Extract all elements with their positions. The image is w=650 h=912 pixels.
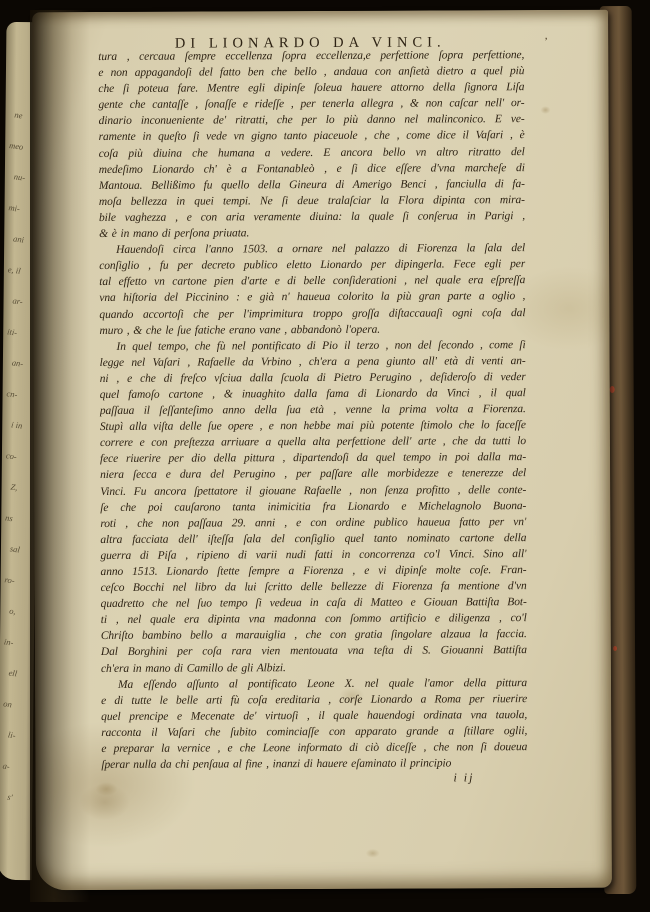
text-line: ni , e che di freſco vſciua dalla ſcuola di Pietro Perugino , deſideroſo di veder xyxy=(99,370,526,385)
text-line: racconta il Vaſari che ſubito cominciaſſe con apparato grande a ſtillare oglii, xyxy=(101,725,528,739)
text-line: paſſaua il ſeſſanteſimo anno della ſua età , venne la prima volta a Fiorenza. xyxy=(99,403,526,418)
facing-page-text-fragment: o, xyxy=(8,605,17,617)
text-line: Hauendoſi circa l'anno 1503. a ornare nel palazzo di Fiorenza la ſala del xyxy=(116,242,526,257)
facing-page-text-fragment: a- xyxy=(2,760,11,772)
facing-page-text-fragment: mi- xyxy=(7,202,21,214)
text-line: medeſimo Lionardo ch' è a Fontanableò , e ſi dice eſſere d'vna marcheſe di xyxy=(98,161,525,176)
text-line: ſperar nulla da chi penſaua al fine , inanzi di hauere eſaminato il principio xyxy=(101,757,452,772)
facing-page-text-fragment: sal xyxy=(9,543,21,555)
facing-page-text-fragment: cn- xyxy=(5,388,19,400)
text-line: In quel tempo, che fù nel pontificato di Pio il terzo , non del ſecondo , come ſi xyxy=(116,338,526,353)
facing-page-text-fragment: ne xyxy=(13,109,24,121)
text-line: altra facciata dell' iſteſſa ſala del conſiglio quel tanto nominato cartone della xyxy=(100,531,527,546)
facing-page-text-fragment: co- xyxy=(5,450,18,462)
text-line: muro , & che le ſue fatiche erano vane , abbandonò l'opera. xyxy=(99,323,381,337)
text-line: bile vaghezza , e con aria veramente diuina: la quale ſi conſerua in Parigi , xyxy=(98,210,526,224)
red-speck xyxy=(613,646,617,651)
text-line: tal effetto vn cartone pien d'arte e di belle conſiderationi , nel quale era eſpreſſa xyxy=(99,274,526,289)
facing-page-text-fragment: i in xyxy=(10,419,23,431)
text-line: Ma eſſendo aſſunto al pontificato Leone X. nel quale l'amor della pittura xyxy=(117,676,528,691)
text-line: che ſi poteua fare. Mentre egli dipinſe ſoleua hauere attorno della ſignora Liſa xyxy=(98,81,525,96)
facing-page-text-fragment: ar- xyxy=(11,295,24,307)
text-line: moſa bellezza in quei tempi. Ne ſi deue tralaſciar la Flora dipinta con mira- xyxy=(98,193,525,208)
facing-page-text-fragment: ell xyxy=(8,667,18,679)
ink-mark: ’ xyxy=(544,36,548,49)
facing-page-text-fragment: ns xyxy=(4,512,14,524)
facing-page-text-fragment: on xyxy=(2,698,13,710)
foxing-stain xyxy=(541,106,551,114)
text-line: Vinci. Fu ancora ſpettatore il giouane Rafaelle , non ſenza profitto , delle conte- xyxy=(100,483,527,498)
text-line: e preparar la vernice , e che Leone informato di ciò diceſſe , che non ſi doueua xyxy=(101,741,528,755)
foxing-stain xyxy=(95,782,117,796)
text-line: Mantoua. Bellißimo fu quello della Gineura di Amerigo Benci , fanciulla di fa- xyxy=(98,177,525,192)
foxing-stain xyxy=(366,849,380,858)
text-line: Chriſto bambino bello a marauiglia , che con gratia ſingolare alzaua la faccia. xyxy=(100,628,527,643)
text-line: ramente in queſto ſi vede vn gigno tanto piaceuole , che , come dice il Vaſari , è xyxy=(98,129,525,144)
text-line: dinario inconueniente de' ritratti, che per lo più danno nel malinconico. E ve- xyxy=(98,113,525,128)
text-line: tura , cercaua ſempre eccellenza ſopra eccellenza,e perfettione ſopra perfettione, xyxy=(98,49,525,63)
facing-page-text-fragment: Z, xyxy=(9,481,19,493)
text-line: Stupì alla viſta delle ſue opere , e non hebbe mai più potente ſtimolo che lo faceſſe xyxy=(99,419,526,434)
facing-page-text-fragment: in- xyxy=(3,636,15,648)
text-line: coſa più diuina che humana a vedere. E ancora bello vn altro ritratto del xyxy=(98,145,525,160)
text-block xyxy=(98,47,527,773)
text-line: ſe che poi cauſarono tanta inimicitia fra Lionardo e Michelagnolo Buona- xyxy=(100,499,527,514)
text-line: conſiglio , fu per decreto publico eletto Lionardo per dipingerla. Fece egli per xyxy=(99,258,526,273)
facing-page-text-fragment: an- xyxy=(11,357,24,369)
facing-page-text-fragment: meo xyxy=(8,140,24,152)
text-line: vna hiſtoria del Piccinino : e già n' haueua colorito la più gran parte a oglio , xyxy=(99,290,526,305)
facing-page-text-fragment: iti- xyxy=(6,326,18,338)
text-line: ti , nel quale era dipinta vna madonna con ſommo artificio e diligenza , co'l xyxy=(100,612,527,627)
text-line: ceſco Bocchi nel libro da lui ſcritto delle bellezze di Fiorenza fa mentione d'vn xyxy=(100,580,527,595)
text-line: legge nel Vaſari , Rafaelle da Vrbino , ch'era a pena giunto all' età di venti an- xyxy=(99,354,526,369)
text-line: guerra di Piſa , ripieno di varii nudi fatti in concorrenza co'l Vinci. Sino all' xyxy=(100,548,527,562)
text-line: ch'era in mano di Camillo de gli Albizi. xyxy=(100,661,286,675)
text-line: roti , che non paſſaua 29. anni , e con ordine publico haueua fatto per vn' xyxy=(100,515,527,530)
text-line: quadretto che nel ſuo tempo ſi vedeua in caſa di Matteo e Giouan Battiſta Bot- xyxy=(100,596,527,611)
red-speck xyxy=(610,386,615,393)
text-line: correre e con preſtezza arriuare a quella alta perfettione dell' arte , che da tutti lo xyxy=(99,435,526,450)
text-line: Dal Borghini per coſa rara vien mentouata vna teſta di S. Giouanni Battiſta xyxy=(100,644,527,659)
text-line: fece riuerire per dio della pittura , dipartendoſi da quel tempo in poi dalla ma- xyxy=(100,451,527,466)
text-line: & è in mano di perſona priuata. xyxy=(99,227,250,241)
running-header: DI LIONARDO DA VINCI. xyxy=(174,34,446,52)
book-page xyxy=(32,10,612,891)
text-line: niera ſecca e dura del Perugino , per paſſare alle morbidezze e tenerezze del xyxy=(100,467,527,482)
facing-page-text-fragment: ro- xyxy=(4,574,16,586)
text-line: anno 1513. Lionardo ſtette ſempre a Fiorenza , e vi dipinſe molte coſe. Fran- xyxy=(100,564,527,578)
facing-page-text-fragment: nu- xyxy=(13,171,26,183)
facing-page-text-fragment: e, il xyxy=(7,264,22,276)
signature-mark: i ij xyxy=(453,770,475,785)
text-line: e non appagandoſi del fatto ben che bello , andaua con anſietà dietro a quel più xyxy=(98,65,525,80)
text-line: gente che cantaſſe , ſonaſſe e rideſſe , per tenerla allegra , & non caſcar nell' or- xyxy=(98,97,525,112)
text-line: quel prencipe e Mecenate de' virtuoſi , il quale hauendogi ordinata vna tauola, xyxy=(101,708,528,723)
text-line: quel famoſo cartone , & inuaghito dalla fama di Lionardo da Vinci , il qual xyxy=(99,387,526,401)
facing-page-text-fragment: s' xyxy=(6,791,14,803)
text-line: e di tutte le belle arti fù coſa ereditaria , corſe Lionardo a Roma per riuerire xyxy=(101,692,528,707)
facing-page-text-fragment: li- xyxy=(7,729,17,741)
facing-page-text-fragment: ani xyxy=(12,233,25,245)
text-line: quando accortoſi che per l'imprimitura troppo groſſa diſtaccauaſi ogni coſa dal xyxy=(99,306,526,321)
